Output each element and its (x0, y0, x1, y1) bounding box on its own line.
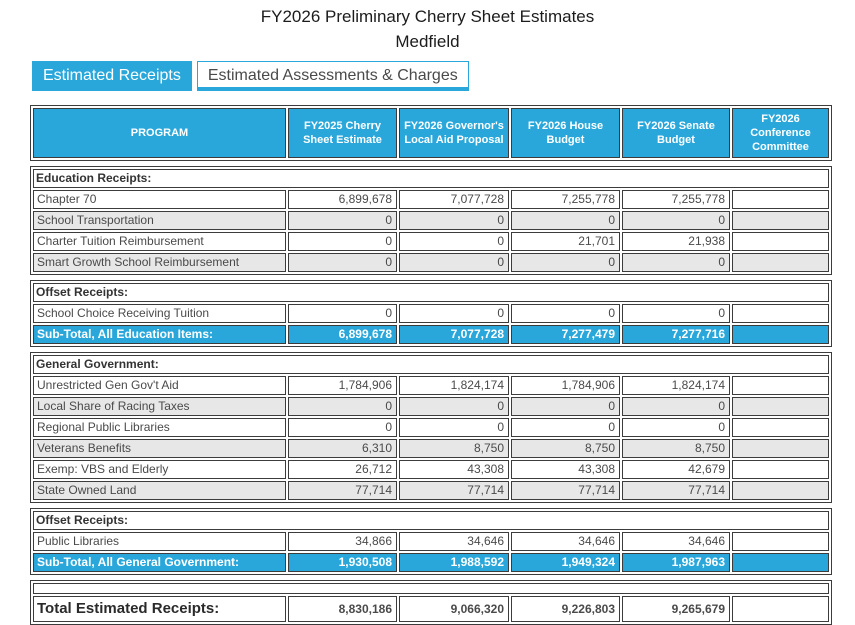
cell-value: 0 (622, 211, 730, 230)
table-row (33, 439, 829, 458)
cell-value: 1,784,906 (511, 376, 620, 395)
tab-estimated-receipts[interactable]: Estimated Receipts (32, 61, 192, 91)
spacer-row (33, 583, 829, 594)
cell-value: 8,830,186 (288, 596, 397, 622)
column-header-fy2026-house-budget: FY2026 House Budget (511, 108, 620, 158)
table-row (33, 253, 829, 272)
row-label: Charter Tuition Reimbursement (33, 232, 286, 251)
cell-value: 8,750 (399, 439, 509, 458)
section-heading: Education Receipts: (33, 169, 829, 188)
table-row (33, 460, 829, 479)
cell-value: 43,308 (511, 460, 620, 479)
row-label: Exemp: VBS and Elderly (33, 460, 286, 479)
cell-value (732, 376, 829, 395)
cell-value (732, 532, 829, 551)
cell-value: 6,899,678 (288, 325, 397, 344)
row-label: School Choice Receiving Tuition (33, 304, 286, 323)
cell-value: 0 (399, 418, 509, 437)
section-heading-row (33, 511, 829, 530)
subtotal-row (33, 553, 829, 572)
cell-value: 0 (288, 232, 397, 251)
row-label: Local Share of Racing Taxes (33, 397, 286, 416)
cell-value: 6,899,678 (288, 190, 397, 209)
cell-value: 1,824,174 (622, 376, 730, 395)
cell-value (732, 325, 829, 344)
cell-value: 0 (622, 418, 730, 437)
row-label: Veterans Benefits (33, 439, 286, 458)
cell-value: 7,277,716 (622, 325, 730, 344)
cell-value: 0 (511, 253, 620, 272)
cell-value (732, 232, 829, 251)
table-row (33, 232, 829, 251)
row-label: Chapter 70 (33, 190, 286, 209)
cell-value: 8,750 (511, 439, 620, 458)
cell-value: 0 (399, 253, 509, 272)
cell-value: 7,277,479 (511, 325, 620, 344)
table-row (33, 418, 829, 437)
cell-value: 7,077,728 (399, 325, 509, 344)
page-subtitle: Medfield (395, 32, 460, 51)
cell-value: 1,824,174 (399, 376, 509, 395)
cell-value (732, 418, 829, 437)
cell-value: 0 (511, 418, 620, 437)
table-row (33, 397, 829, 416)
total-table (30, 580, 832, 625)
section-heading-row (33, 169, 829, 188)
header-row (33, 108, 829, 158)
cell-value: 0 (399, 304, 509, 323)
tab-estimated-assessments-charges[interactable]: Estimated Assessments & Charges (197, 61, 469, 91)
cell-value: 34,646 (399, 532, 509, 551)
cell-value: 77,714 (288, 481, 397, 500)
cell-value (732, 253, 829, 272)
cell-value: 0 (288, 253, 397, 272)
table-row (33, 532, 829, 551)
cell-value: 0 (288, 304, 397, 323)
cell-value (732, 553, 829, 572)
cell-value: 42,679 (622, 460, 730, 479)
section-table (30, 352, 832, 503)
row-label: State Owned Land (33, 481, 286, 500)
cell-value: 0 (399, 211, 509, 230)
cell-value: 0 (399, 232, 509, 251)
cell-value: 43,308 (399, 460, 509, 479)
cell-value: 0 (622, 397, 730, 416)
section-table (30, 280, 832, 347)
tab-bar (32, 61, 855, 91)
spacer-cell (33, 583, 829, 594)
table-row (33, 211, 829, 230)
row-label: Unrestricted Gen Gov't Aid (33, 376, 286, 395)
cell-value: 8,750 (622, 439, 730, 458)
section-heading: General Government: (33, 355, 829, 374)
cell-value (732, 460, 829, 479)
cell-value: 0 (511, 211, 620, 230)
total-label: Total Estimated Receipts: (33, 596, 286, 622)
row-label: Public Libraries (33, 532, 286, 551)
row-label: Sub-Total, All Education Items: (33, 325, 286, 344)
cell-value: 34,646 (511, 532, 620, 551)
cell-value: 34,866 (288, 532, 397, 551)
table-sections (30, 166, 830, 575)
cell-value: 77,714 (399, 481, 509, 500)
cell-value: 6,310 (288, 439, 397, 458)
row-label: Smart Growth School Reimbursement (33, 253, 286, 272)
cell-value (732, 439, 829, 458)
cell-value: 0 (288, 397, 397, 416)
cell-value: 9,226,803 (511, 596, 620, 622)
column-header-fy2026-conference-committee: FY2026 Conference Committee (732, 108, 829, 158)
cell-value (732, 397, 829, 416)
cell-value: 77,714 (511, 481, 620, 500)
total-row (33, 596, 829, 622)
column-header-fy2025-cherry-sheet: FY2025 Cherry Sheet Estimate (288, 108, 397, 158)
page-title: FY2026 Preliminary Cherry Sheet Estimates (260, 7, 595, 26)
column-header-program: PROGRAM (33, 108, 286, 158)
section-heading-row (33, 283, 829, 302)
cell-value: 0 (622, 304, 730, 323)
table-row (33, 190, 829, 209)
section-heading: Offset Receipts: (33, 283, 829, 302)
cell-value: 1,949,324 (511, 553, 620, 572)
table-row (33, 376, 829, 395)
cell-value: 21,701 (511, 232, 620, 251)
cell-value: 7,077,728 (399, 190, 509, 209)
section-table (30, 508, 832, 575)
row-label: Regional Public Libraries (33, 418, 286, 437)
subtotal-row (33, 325, 829, 344)
cell-value: 26,712 (288, 460, 397, 479)
section-heading: Offset Receipts: (33, 511, 829, 530)
cell-value (732, 190, 829, 209)
column-header-fy2026-senate-budget: FY2026 Senate Budget (622, 108, 730, 158)
table-header (30, 105, 832, 161)
cell-value: 77,714 (622, 481, 730, 500)
cell-value: 0 (399, 397, 509, 416)
row-label: School Transportation (33, 211, 286, 230)
cell-value: 0 (511, 304, 620, 323)
cell-value (732, 596, 829, 622)
cell-value (732, 481, 829, 500)
cell-value: 0 (511, 397, 620, 416)
table-row (33, 481, 829, 500)
section-heading-row (33, 355, 829, 374)
cell-value: 9,066,320 (399, 596, 509, 622)
cell-value: 1,784,906 (288, 376, 397, 395)
cell-value: 0 (622, 253, 730, 272)
column-header-fy2026-governors-proposal: FY2026 Governor's Local Aid Proposal (399, 108, 509, 158)
cell-value: 1,987,963 (622, 553, 730, 572)
section-table (30, 166, 832, 275)
cell-value: 21,938 (622, 232, 730, 251)
cell-value: 7,255,778 (511, 190, 620, 209)
cell-value (732, 304, 829, 323)
cell-value: 9,265,679 (622, 596, 730, 622)
table-row (33, 304, 829, 323)
cell-value: 34,646 (622, 532, 730, 551)
cell-value: 1,930,508 (288, 553, 397, 572)
cherry-sheet-table (30, 105, 830, 625)
cell-value: 0 (288, 211, 397, 230)
cell-value: 0 (288, 418, 397, 437)
row-label: Sub-Total, All General Government: (33, 553, 286, 572)
cell-value: 1,988,592 (399, 553, 509, 572)
cell-value (732, 211, 829, 230)
cell-value: 7,255,778 (622, 190, 730, 209)
